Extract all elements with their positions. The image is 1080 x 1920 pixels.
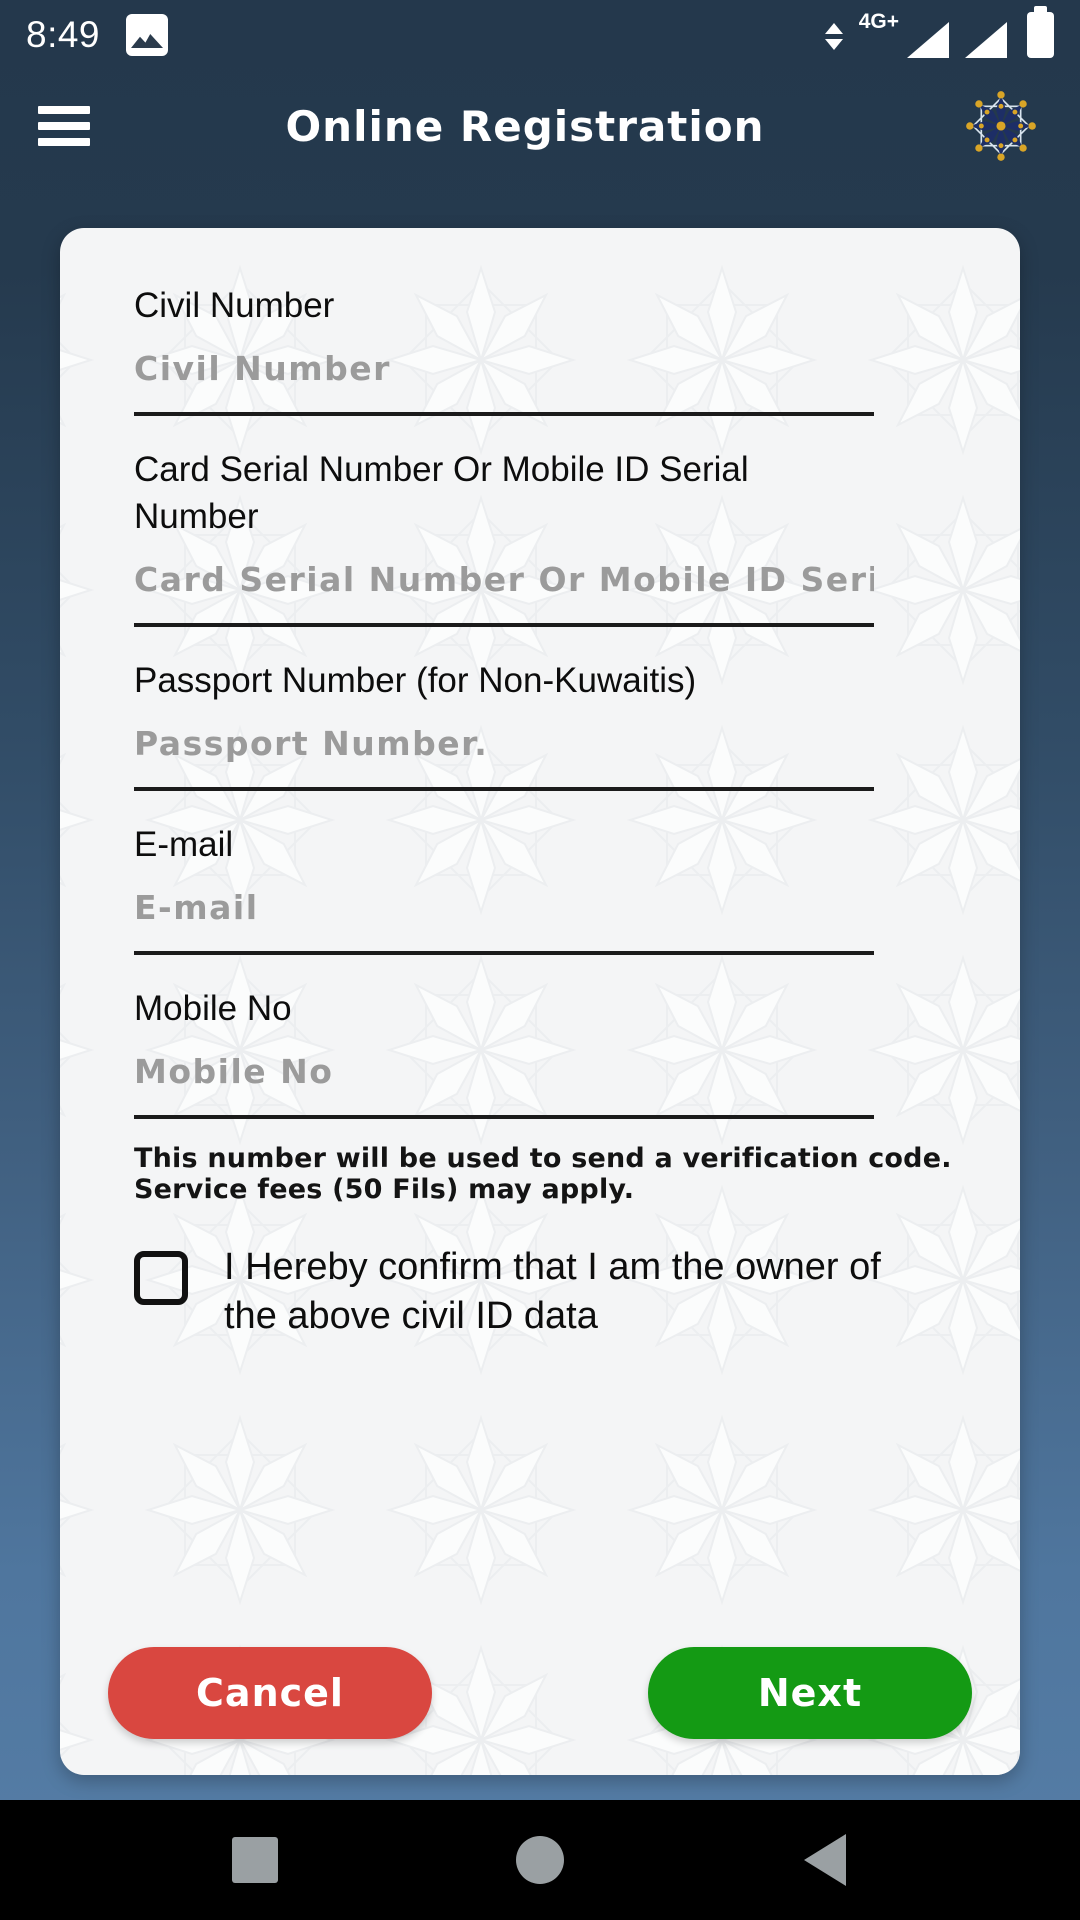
confirm-checkbox-label: I Hereby confirm that I am the owner of the above civil ID data bbox=[224, 1246, 881, 1337]
paci-star-logo-icon bbox=[960, 85, 1042, 167]
passport-number-label: Passport Number (for Non-Kuwaitis) bbox=[134, 661, 697, 700]
registration-form-card bbox=[60, 228, 1020, 1775]
next-button[interactable]: Next bbox=[648, 1647, 972, 1739]
cancel-button[interactable]: Cancel bbox=[108, 1647, 432, 1739]
status-bar bbox=[0, 0, 1080, 70]
card-serial-field bbox=[134, 446, 874, 627]
photo-notification-icon bbox=[126, 14, 168, 56]
mobile-no-input[interactable] bbox=[134, 1052, 874, 1093]
verification-fee-note: This number will be used to send a verification code. Service fees (50 Fils) may apply. bbox=[134, 1143, 952, 1205]
back-triangle-icon bbox=[804, 1834, 846, 1886]
email-input[interactable] bbox=[134, 888, 874, 929]
data-activity-icon bbox=[825, 23, 843, 50]
mobile-no-field bbox=[134, 985, 874, 1119]
passport-number-input[interactable] bbox=[134, 724, 874, 765]
page-title: Online Registration bbox=[285, 101, 765, 151]
network-type-label: 4G+ bbox=[858, 10, 899, 33]
recents-square-icon bbox=[232, 1837, 278, 1883]
home-button[interactable] bbox=[510, 1830, 570, 1890]
recents-button[interactable] bbox=[225, 1830, 285, 1890]
clock: 8:49 bbox=[26, 14, 101, 55]
home-circle-icon bbox=[516, 1836, 564, 1884]
signal-strength-icon-2 bbox=[965, 22, 1007, 58]
passport-number-field bbox=[134, 657, 874, 791]
email-field bbox=[134, 821, 874, 955]
battery-icon bbox=[1027, 12, 1054, 58]
back-button[interactable] bbox=[795, 1830, 855, 1890]
email-label: E-mail bbox=[134, 825, 234, 864]
app-bar bbox=[0, 70, 1080, 182]
civil-number-field bbox=[134, 282, 874, 416]
menu-icon[interactable] bbox=[38, 106, 90, 146]
civil-number-input[interactable] bbox=[134, 349, 874, 390]
signal-strength-icon bbox=[907, 22, 949, 58]
card-serial-label: Card Serial Number Or Mobile ID Serial Number bbox=[134, 450, 749, 536]
mobile-no-label: Mobile No bbox=[134, 989, 292, 1028]
card-serial-input[interactable] bbox=[134, 560, 874, 601]
owner-confirm-row bbox=[134, 1243, 960, 1341]
civil-number-label: Civil Number bbox=[134, 286, 335, 325]
system-navigation-bar bbox=[0, 1800, 1080, 1920]
confirm-checkbox[interactable] bbox=[134, 1251, 188, 1305]
form-actions bbox=[108, 1647, 972, 1739]
